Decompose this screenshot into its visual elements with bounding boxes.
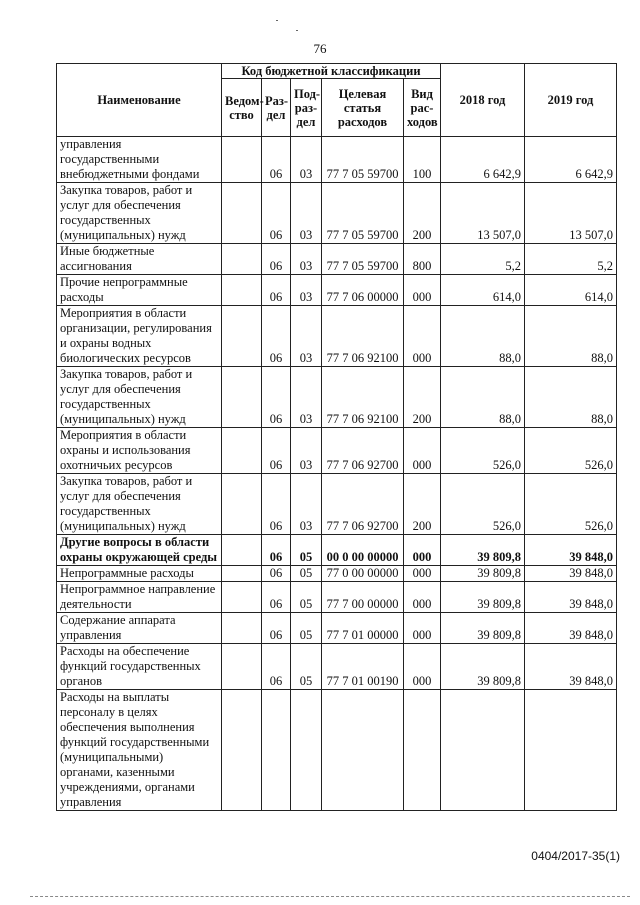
cell-2018: 39 809,8	[441, 582, 525, 613]
cell-ved	[222, 306, 262, 367]
cell-name: Расходы на обеспечение функций государственных органов	[57, 644, 222, 690]
cell-name: Другие вопросы в области охраны окружающей среды	[57, 535, 222, 566]
table-row	[57, 306, 617, 367]
cell-2019: 39 848,0	[525, 613, 617, 644]
cell-razdel: 06	[262, 566, 291, 582]
cell-vr: 100	[404, 137, 441, 183]
cell-csr: 77 7 01 00190	[322, 644, 404, 690]
cell-ved	[222, 275, 262, 306]
cell-ved	[222, 582, 262, 613]
table-row	[57, 474, 617, 535]
cell-2018: 39 809,8	[441, 644, 525, 690]
cell-csr: 77 7 05 59700	[322, 183, 404, 244]
cell-name: Закупка товаров, работ и услуг для обеспечения государственных (муниципальных) нужд	[57, 474, 222, 535]
cell-2019: 39 848,0	[525, 582, 617, 613]
table-row	[57, 535, 617, 566]
cell-2019: 39 848,0	[525, 535, 617, 566]
cell-podrazdel: 03	[291, 428, 322, 474]
cell-podrazdel: 05	[291, 566, 322, 582]
table-row	[57, 183, 617, 244]
cell-ved	[222, 535, 262, 566]
cell-razdel: 06	[262, 474, 291, 535]
cell-name: Содержание аппарата управления	[57, 613, 222, 644]
header-2018: 2018 год	[441, 64, 525, 137]
cell-2018: 526,0	[441, 474, 525, 535]
cell-podrazdel: 05	[291, 582, 322, 613]
cell-2018: 88,0	[441, 367, 525, 428]
cell-ved	[222, 137, 262, 183]
cell-podrazdel: 05	[291, 535, 322, 566]
header-2019: 2019 год	[525, 64, 617, 137]
cell-name: Мероприятия в области организации, регулирования и охраны водных биологических ресурсов	[57, 306, 222, 367]
cell-podrazdel: 03	[291, 306, 322, 367]
cell-2018: 614,0	[441, 275, 525, 306]
cell-csr: 77 7 01 00000	[322, 613, 404, 644]
header-csr: Целевая статья расходов	[322, 79, 404, 137]
cell-ved	[222, 566, 262, 582]
header-ved: Ведом-ство	[222, 79, 262, 137]
cell-razdel	[262, 690, 291, 811]
cell-name: Иные бюджетные ассигнования	[57, 244, 222, 275]
cell-2018: 39 809,8	[441, 613, 525, 644]
cell-razdel: 06	[262, 244, 291, 275]
cell-podrazdel: 03	[291, 244, 322, 275]
cell-podrazdel: 05	[291, 644, 322, 690]
table-header	[57, 64, 617, 137]
cell-csr: 77 0 00 00000	[322, 566, 404, 582]
table-row	[57, 137, 617, 183]
cell-2019: 6 642,9	[525, 137, 617, 183]
cell-name: управления государственными внебюджетными фондами	[57, 137, 222, 183]
cell-podrazdel: 03	[291, 137, 322, 183]
cell-name: Закупка товаров, работ и услуг для обеспечения государственных (муниципальных) нужд	[57, 183, 222, 244]
scan-speck	[276, 20, 278, 21]
cell-2018: 88,0	[441, 306, 525, 367]
page-number: 76	[313, 41, 327, 56]
cell-csr: 77 7 05 59700	[322, 137, 404, 183]
cell-vr: 000	[404, 535, 441, 566]
cell-ved	[222, 183, 262, 244]
cell-2019: 88,0	[525, 306, 617, 367]
cell-2019: 526,0	[525, 474, 617, 535]
cell-ved	[222, 428, 262, 474]
cell-podrazdel	[291, 690, 322, 811]
header-razdel: Раз-дел	[262, 79, 291, 137]
cell-2018: 39 809,8	[441, 535, 525, 566]
table-row	[57, 613, 617, 644]
cell-ved	[222, 690, 262, 811]
cell-razdel: 06	[262, 582, 291, 613]
cell-vr: 000	[404, 306, 441, 367]
cell-vr: 200	[404, 474, 441, 535]
cell-2019: 5,2	[525, 244, 617, 275]
cell-vr: 000	[404, 566, 441, 582]
cell-name: Мероприятия в области охраны и использования охотничьих ресурсов	[57, 428, 222, 474]
cell-2019: 614,0	[525, 275, 617, 306]
cell-ved	[222, 613, 262, 644]
cell-csr: 77 7 06 00000	[322, 275, 404, 306]
table-row	[57, 428, 617, 474]
cell-podrazdel: 05	[291, 613, 322, 644]
cell-name: Прочие непрограммные расходы	[57, 275, 222, 306]
cell-csr: 77 7 00 00000	[322, 582, 404, 613]
cell-csr: 00 0 00 00000	[322, 535, 404, 566]
cell-vr: 800	[404, 244, 441, 275]
cell-name: Закупка товаров, работ и услуг для обеспечения государственных (муниципальных) нужд	[57, 367, 222, 428]
cell-csr: 77 7 06 92700	[322, 428, 404, 474]
cell-ved	[222, 644, 262, 690]
cell-razdel: 06	[262, 644, 291, 690]
cell-2019: 13 507,0	[525, 183, 617, 244]
table-row	[57, 367, 617, 428]
cell-2018: 5,2	[441, 244, 525, 275]
cell-vr: 200	[404, 367, 441, 428]
cell-2018: 13 507,0	[441, 183, 525, 244]
footer-divider	[30, 896, 630, 897]
cell-razdel: 06	[262, 137, 291, 183]
cell-csr: 77 7 06 92100	[322, 367, 404, 428]
cell-vr: 000	[404, 613, 441, 644]
table-row	[57, 644, 617, 690]
cell-razdel: 06	[262, 306, 291, 367]
table-body	[57, 137, 617, 811]
cell-razdel: 06	[262, 275, 291, 306]
header-code-group: Код бюджетной классификации	[222, 64, 441, 79]
cell-vr: 200	[404, 183, 441, 244]
cell-podrazdel: 03	[291, 474, 322, 535]
cell-razdel: 06	[262, 613, 291, 644]
document-code: 0404/2017-35(1)	[531, 849, 620, 863]
table-row	[57, 566, 617, 582]
cell-2018: 6 642,9	[441, 137, 525, 183]
cell-razdel: 06	[262, 428, 291, 474]
cell-razdel: 06	[262, 535, 291, 566]
cell-2018	[441, 690, 525, 811]
header-name: Наименование	[57, 64, 222, 137]
header-vr: Вид рас-ходов	[404, 79, 441, 137]
cell-2019: 88,0	[525, 367, 617, 428]
cell-ved	[222, 474, 262, 535]
cell-2019: 39 848,0	[525, 566, 617, 582]
cell-2019: 526,0	[525, 428, 617, 474]
scan-speck	[296, 30, 298, 31]
cell-csr	[322, 690, 404, 811]
table-row	[57, 690, 617, 811]
table-row	[57, 582, 617, 613]
cell-razdel: 06	[262, 183, 291, 244]
cell-2018: 39 809,8	[441, 566, 525, 582]
budget-table	[56, 63, 617, 811]
cell-podrazdel: 03	[291, 367, 322, 428]
cell-ved	[222, 244, 262, 275]
cell-vr	[404, 690, 441, 811]
cell-vr: 000	[404, 644, 441, 690]
cell-2019	[525, 690, 617, 811]
cell-name: Непрограммные расходы	[57, 566, 222, 582]
cell-name: Расходы на выплаты персоналу в целях обеспечения выполнения функций государственными (муниципальными) органами, казенными учреждениями, органами управления	[57, 690, 222, 811]
cell-csr: 77 7 05 59700	[322, 244, 404, 275]
cell-vr: 000	[404, 428, 441, 474]
table-row	[57, 275, 617, 306]
cell-razdel: 06	[262, 367, 291, 428]
table-row	[57, 244, 617, 275]
cell-2019: 39 848,0	[525, 644, 617, 690]
cell-2018: 526,0	[441, 428, 525, 474]
cell-ved	[222, 367, 262, 428]
cell-name: Непрограммное направление деятельности	[57, 582, 222, 613]
cell-podrazdel: 03	[291, 183, 322, 244]
header-podrazdel: Под-раз-дел	[291, 79, 322, 137]
cell-csr: 77 7 06 92100	[322, 306, 404, 367]
cell-vr: 000	[404, 275, 441, 306]
cell-podrazdel: 03	[291, 275, 322, 306]
cell-csr: 77 7 06 92700	[322, 474, 404, 535]
cell-vr: 000	[404, 582, 441, 613]
